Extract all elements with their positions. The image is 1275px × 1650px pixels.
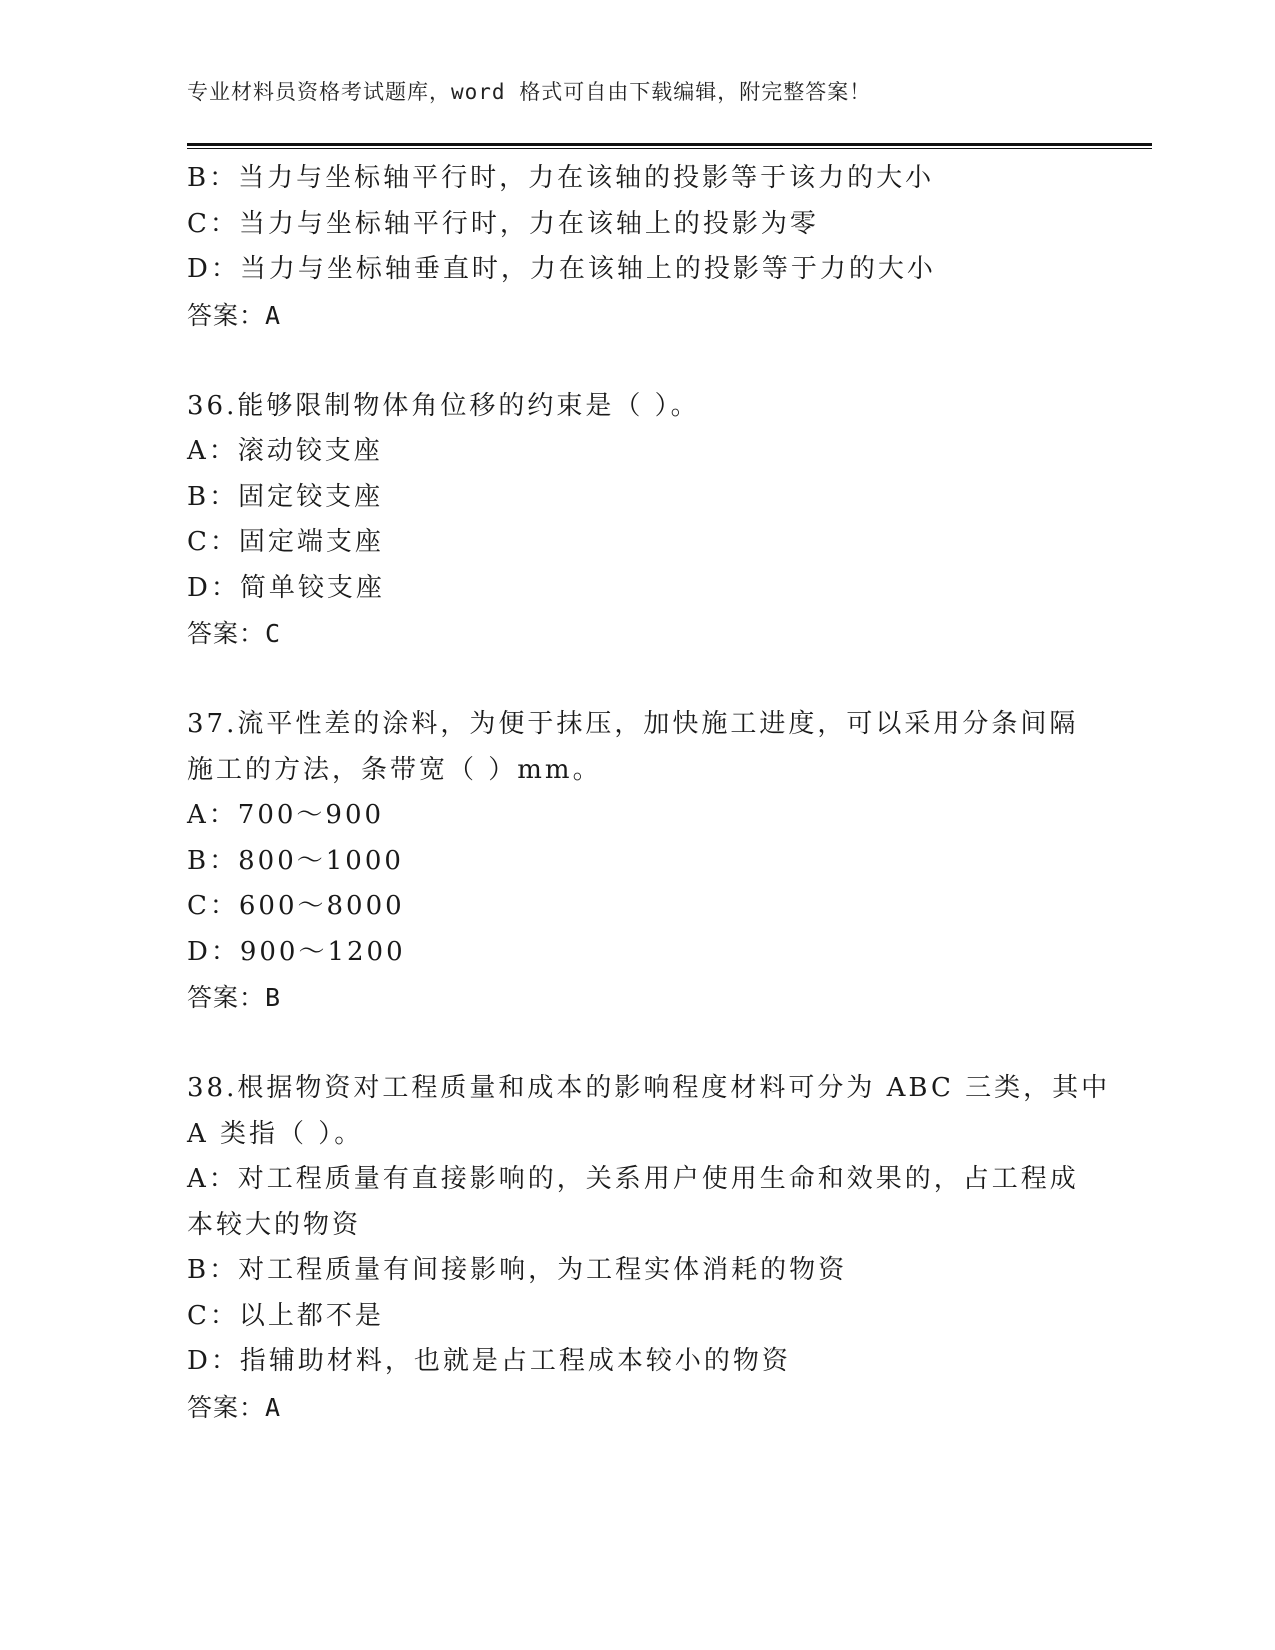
spacer xyxy=(187,338,1087,384)
option-a-continued: 本较大的物资 xyxy=(187,1209,362,1240)
option-c: C：以上都不是 xyxy=(187,1300,384,1331)
option-a: A：700～900 xyxy=(187,800,385,830)
question-stem: 38.根据物资对工程质量和成本的影响程度材料可分为 ABC 三类，其中 xyxy=(187,1073,1111,1103)
question-stem-continued: 施工的方法，条带宽（ ）mm。 xyxy=(187,754,602,785)
option-b: B：对工程质量有间接影响，为工程实体消耗的物资 xyxy=(187,1255,848,1285)
question-35 xyxy=(187,156,1087,338)
answer-text: 答案：B xyxy=(187,983,282,1012)
question-stem-continued: A 类指（ ）。 xyxy=(187,1118,364,1149)
spacer xyxy=(187,657,1087,703)
option-a: A：对工程质量有直接影响的，关系用户使用生命和效果的，占工程成 xyxy=(187,1164,1079,1194)
option-d: D：指辅助材料，也就是占工程成本较小的物资 xyxy=(187,1346,791,1376)
spacer xyxy=(187,1021,1087,1067)
option-d: D：当力与坐标轴垂直时，力在该轴上的投影等于力的大小 xyxy=(187,254,936,284)
option-c: C：600～8000 xyxy=(187,891,405,921)
page-header: 专业材料员资格考试题库，word 格式可自由下载编辑，附完整答案！ xyxy=(187,80,872,104)
question-stem: 37.流平性差的涂料，为便于抹压，加快施工进度，可以采用分条间隔 xyxy=(187,709,1079,739)
option-b: B：当力与坐标轴平行时，力在该轴的投影等于该力的大小 xyxy=(187,163,935,193)
option-c: C：当力与坐标轴平行时，力在该轴上的投影为零 xyxy=(187,208,819,239)
question-36 xyxy=(187,384,1087,657)
question-38 xyxy=(187,1066,1111,1430)
option-a: A：滚动铰支座 xyxy=(187,436,383,466)
question-37 xyxy=(187,702,1087,1021)
option-d: D：简单铰支座 xyxy=(187,572,385,603)
header-divider xyxy=(187,143,1152,149)
option-b: B：800～1000 xyxy=(187,845,404,876)
question-content xyxy=(187,156,1111,1430)
answer-text: 答案：A xyxy=(187,300,282,330)
question-stem: 36.能够限制物体角位移的约束是（ ）。 xyxy=(187,390,700,421)
answer-text: 答案：A xyxy=(187,1392,282,1422)
option-b: B：固定铰支座 xyxy=(187,481,384,512)
option-c: C：固定端支座 xyxy=(187,527,384,557)
option-d: D：900～1200 xyxy=(187,936,406,967)
answer-text: 答案：C xyxy=(187,619,282,648)
